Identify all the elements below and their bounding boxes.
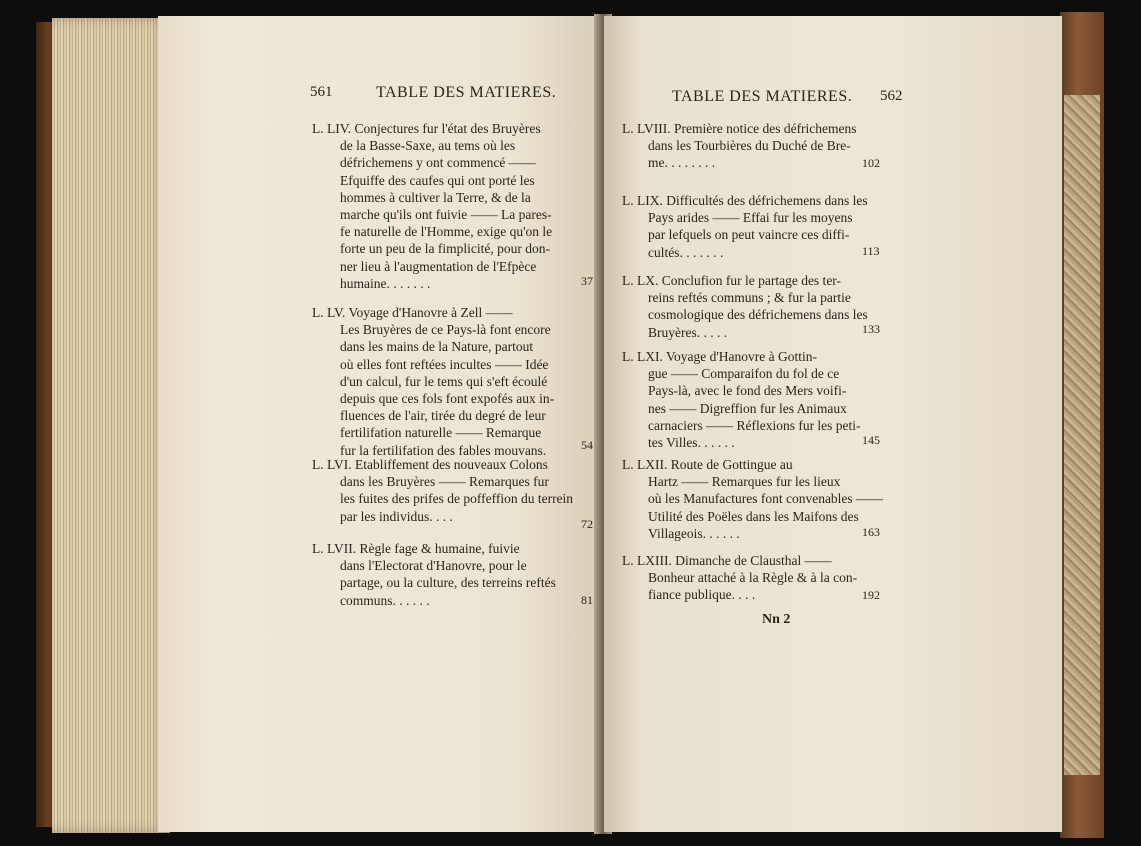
entry-line: cosmologique des défrichemens dans les: [648, 307, 868, 323]
entry-line: dans les mains de la Nature, partout: [340, 339, 534, 355]
toc-entry: [622, 120, 857, 172]
entry-line: Efquiffe des caufes qui ont porté les: [340, 172, 535, 188]
entry-line: fluences de l'air, tirée du degré de leur: [340, 408, 546, 424]
entry-line: dans les Bruyères —— Remarques fur: [340, 474, 549, 490]
entry-line: Utilité des Poëles dans les Maifons des: [648, 508, 859, 524]
entry-line: fiance publique. . . .: [648, 587, 756, 603]
entry-line: L. LXIII. Dimanche de Clausthal ——: [622, 553, 832, 568]
page-reference: 192: [862, 588, 880, 602]
page-reference: 133: [862, 322, 880, 336]
entry-line: Bruyères. . . . .: [648, 324, 728, 340]
toc-entry: [622, 552, 857, 604]
entry-line: fe naturelle de l'Homme, exige qu'on le: [340, 224, 553, 240]
entry-line: depuis que ces fols font expofés aux in-: [340, 391, 555, 407]
entry-line: où elles font reftées incultes —— Idée: [340, 356, 549, 372]
entry-line: gue —— Comparaifon du fol de ce: [648, 366, 840, 382]
entry-line: cultés. . . . . . .: [648, 244, 724, 260]
right-page: [604, 16, 1062, 832]
entry-line: humaine. . . . . . .: [340, 275, 431, 291]
entry-line: Hartz —— Remarques fur les lieux: [648, 474, 841, 490]
page-reference: 145: [862, 433, 880, 447]
entry-line: L. LVII. Règle fage & humaine, fuivie: [312, 541, 520, 556]
entry-line: me. . . . . . . .: [648, 155, 716, 171]
toc-entry: [622, 192, 868, 261]
entry-line: par lefquels on peut vaincre ces diffi-: [648, 227, 850, 243]
entry-line: L. LVI. Etabliffement des nouveaux Colons: [312, 457, 548, 472]
page-reference: 163: [862, 525, 880, 539]
page-header: TABLE DES MATIERES.: [672, 88, 853, 105]
page-reference: 54: [581, 438, 593, 452]
left-page: [158, 16, 602, 832]
toc-entry: [312, 456, 573, 525]
entry-line: par les individus. . . .: [340, 508, 453, 524]
entry-line: L. LV. Voyage d'Hanovre à Zell ——: [312, 305, 513, 320]
toc-entry: [312, 540, 556, 609]
entry-line: partage, ou la culture, des terreins reftés: [340, 575, 556, 591]
entry-line: hommes à cultiver la Terre, & de la: [340, 189, 531, 205]
toc-entry: [622, 272, 868, 341]
entry-line: de la Basse-Saxe, au tems où les: [340, 138, 516, 154]
entry-line: défrichemens y ont commencé ——: [340, 155, 536, 171]
entry-line: Pays-là, avec le fond des Mers voifi-: [648, 383, 847, 399]
entry-line: L. LIX. Difficultés des défrichemens dans les: [622, 193, 868, 208]
entry-line: Villageois. . . . . .: [648, 525, 740, 541]
entry-line: forte un peu de la fimplicité, pour don-: [340, 241, 550, 257]
toc-entry: [622, 456, 883, 542]
entry-line: fertilifation naturelle —— Remarque: [340, 425, 542, 441]
entry-line: les fuites des prifes de poffeffion du terrein: [340, 491, 574, 507]
page-reference: 81: [581, 593, 593, 607]
entry-line: ner lieu à l'augmentation de l'Efpèce: [340, 258, 537, 274]
entry-line: Bonheur attaché à la Règle & à la con-: [648, 570, 858, 586]
entry-line: nes —— Digreffion fur les Animaux: [648, 400, 847, 416]
entry-line: L. LVIII. Première notice des défrichemens: [622, 121, 857, 136]
entry-line: reins reftés communs ; & fur la partie: [648, 290, 851, 306]
entry-line: où les Manufactures font convenables ——: [648, 491, 884, 507]
entry-line: tes Villes. . . . . .: [648, 435, 735, 451]
entry-line: L. LXI. Voyage d'Hanovre à Gottin-: [622, 349, 818, 364]
entry-line: Les Bruyères de ce Pays-là font encore: [340, 322, 551, 338]
entry-line: L. LIV. Conjectures fur l'état des Bruyères: [312, 121, 541, 136]
entry-line: carnaciers —— Réflexions fur les peti-: [648, 417, 861, 433]
entry-line: L. LX. Conclufion fur le partage des ter-: [622, 273, 842, 288]
marbled-endpaper: [1064, 95, 1100, 775]
signature-mark: Nn 2: [762, 612, 791, 627]
page-number: 561: [310, 84, 333, 100]
entry-line: fur la fertilifation des fables mouvans.: [340, 442, 547, 458]
entry-line: dans les Tourbières du Duché de Bre-: [648, 138, 851, 154]
entry-line: dans l'Electorat d'Hanovre, pour le: [340, 558, 527, 574]
entry-line: marche qu'ils ont fuivie —— La pares-: [340, 207, 552, 223]
toc-entry: [312, 304, 554, 459]
toc-entry: [622, 348, 861, 451]
page-reference: 102: [862, 156, 880, 170]
page-reference: 72: [581, 517, 593, 531]
entry-line: d'un calcul, fur le tems qui s'eft écoulé: [340, 373, 548, 389]
toc-entry: [312, 120, 552, 292]
page-header: TABLE DES MATIERES.: [376, 84, 557, 101]
entry-line: Pays arides —— Effai fur les moyens: [648, 210, 853, 226]
page-reference: 37: [581, 274, 593, 288]
entry-line: L. LXII. Route de Gottingue au: [622, 457, 793, 472]
page-reference: 113: [862, 244, 880, 258]
entry-line: communs. . . . . .: [340, 592, 430, 608]
page-number: 562: [880, 88, 903, 104]
page-edges: [52, 18, 170, 833]
